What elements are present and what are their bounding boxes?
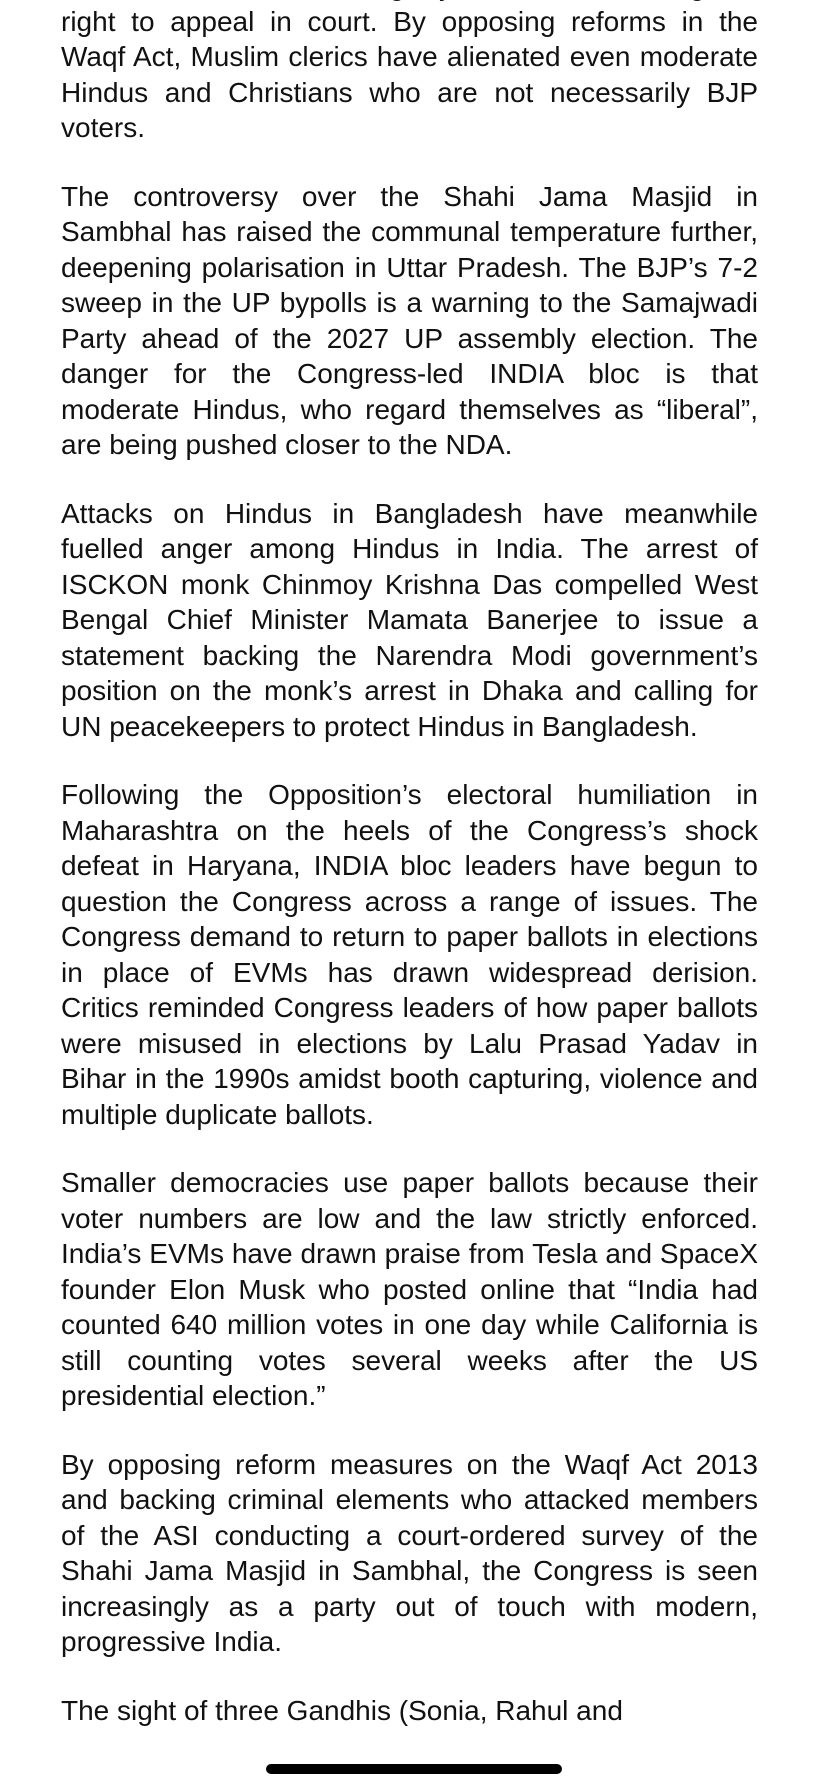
article-paragraph: Attacks on Hindus in Bangladesh have meanwhile fuelled anger among Hindus in India. The arrest of ISCKON monk Chinmoy Krishna Das compelled West Bengal Chief Minister Mamata Banerjee to issue a statement backing the Narendra Modi government’s position on the monk’s arrest in Dhaka and calling for UN peacekeepers to protect Hindus in Bangladesh.: [61, 497, 758, 742]
article-paragraph: The controversy over the Shahi Jama Masjid in Sambhal has raised the communal temperature further, deepening polarisation in Uttar Pradesh. The BJP’s 7-2 sweep in the UP bypolls is a warning to the Samajwadi Party ahead of the 2027 UP assembly election. The danger for the Congress-led INDIA bloc is that moderate Hindus, who regard themselves as “liberal”, are being pushed closer to the NDA.: [61, 180, 758, 460]
article-paragraph: Following the Opposition’s electoral humiliation in Maharashtra on the heels of the Congress’s shock defeat in Haryana, INDIA bloc leaders have begun to question the Congress across a range of issues. The Congress demand to return to paper ballots in elections in place of EVMs has drawn widespread derision. Critics reminded Congress leaders of how paper ballots were misused in elections by Lalu Prasad Yadav in Bihar in the 1990s amidst booth capturing, violence and multiple duplicate ballots.: [61, 779, 758, 1130]
home-indicator[interactable]: [266, 1764, 562, 1774]
article-paragraph: The sight of three Gandhis (Sonia, Rahul and: [61, 1694, 623, 1726]
article-body: [61, 0, 758, 1761]
article-paragraph: right to appeal in court. By opposing reforms in the Waqf Act, Muslim clerics have alienated even moderate Hindus and Christians who are not necessarily BJP voters.: [61, 5, 758, 143]
article-paragraph: Smaller democracies use paper ballots because their voter numbers are low and the law strictly enforced. India’s EVMs have drawn praise from Tesla and SpaceX founder Elon Musk who posted online that “India had counted 640 million votes in one day while California is still counting votes several weeks after the US presidential election.”: [61, 1167, 758, 1411]
article-paragraph: By opposing reform measures on the Waqf Act 2013 and backing criminal elements who attacked members of the ASI conducting a court-ordered survey of the Shahi Jama Masjid in Sambhal, the Congress is seen increasingly as a party out of touch with modern, progressive India.: [61, 1448, 758, 1657]
